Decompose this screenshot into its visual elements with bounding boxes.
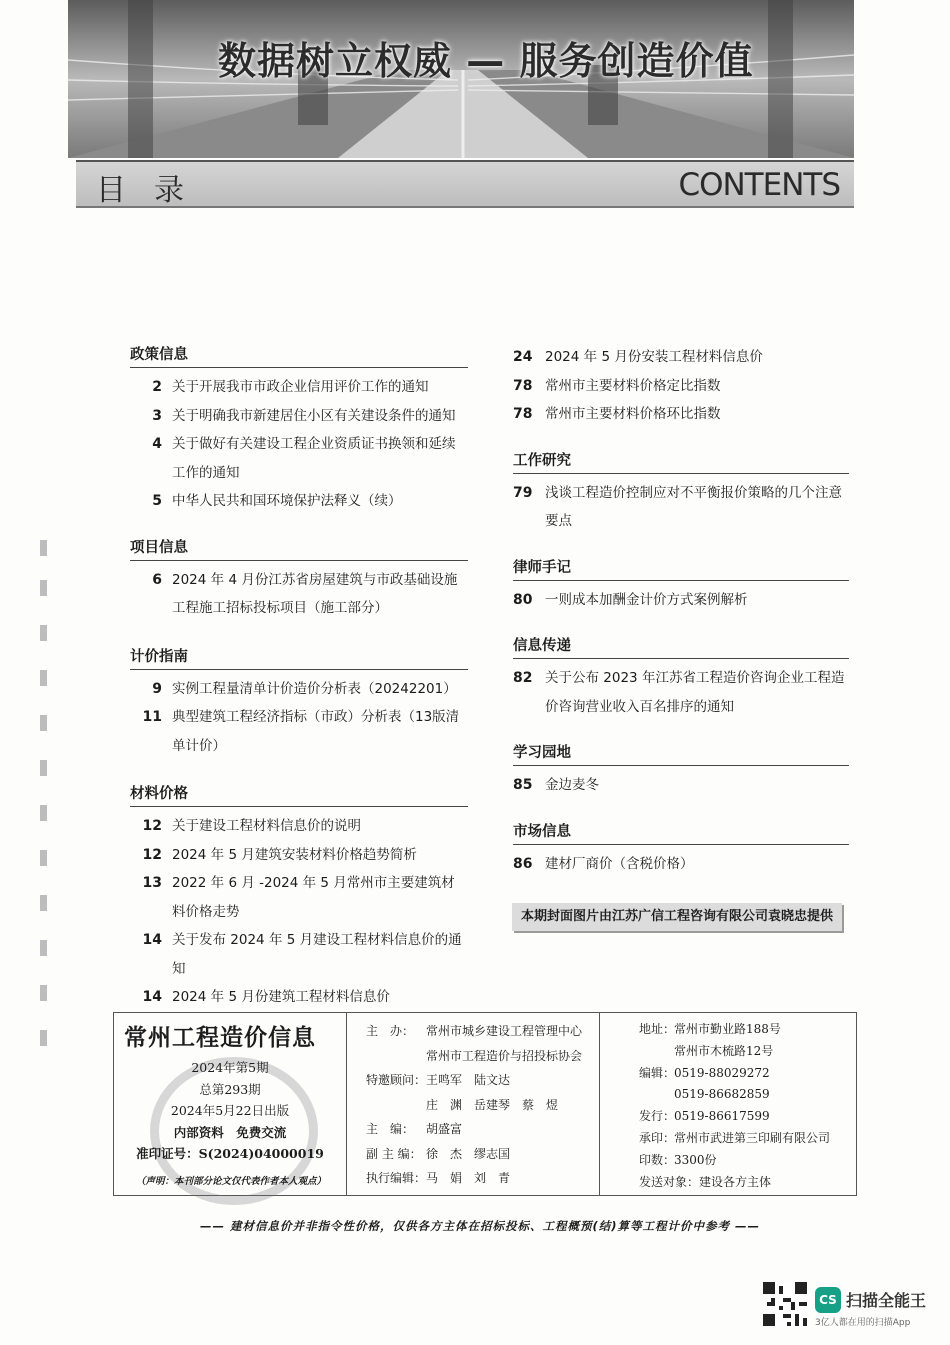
toc-entry[interactable]: [513, 586, 849, 615]
page-number: 2: [152, 379, 162, 395]
permit-number: 准印证号：S(2024)04000019: [136, 1146, 324, 1161]
entry-title: 关于公布 2023 年江苏省工程造价咨询企业工程造价咨询营业收入百名排序的通知: [545, 670, 845, 715]
contact-label: 发行：: [639, 1109, 676, 1124]
entry-title: 建材厂商价（含税价格）: [545, 855, 694, 872]
page-number: 9: [152, 680, 162, 697]
staff-value: 马 娟 刘 青: [426, 1171, 511, 1185]
section-title: 工作研究: [513, 449, 849, 474]
staff-value: 庄 渊 岳建琴 蔡 煜: [426, 1097, 559, 1112]
staff-label: [366, 1044, 426, 1069]
contact-label: 地址：: [639, 1022, 676, 1036]
entry-title: 关于建设工程材料信息价的说明: [172, 818, 361, 834]
toc-entry[interactable]: [513, 771, 849, 800]
entry-title: 常州市主要材料价格环比指数: [545, 406, 721, 422]
toc-entry[interactable]: [513, 343, 849, 372]
cover-banner: [68, 0, 854, 158]
toc-entry[interactable]: [130, 869, 468, 926]
section-title: 政策信息: [130, 343, 468, 368]
toc-section: [130, 782, 468, 1012]
staff-list: [366, 1019, 596, 1191]
divider: [599, 1013, 600, 1195]
section-title: 律师手记: [513, 556, 849, 581]
contact-label: [639, 1041, 674, 1063]
toc-right-column: [513, 343, 849, 878]
toc-entry[interactable]: [130, 487, 468, 516]
toc-entry[interactable]: [130, 841, 468, 870]
page-number: 24: [513, 349, 533, 365]
page-number: 5: [152, 493, 162, 509]
entry-title: 关于开展我市市政企业信用评价工作的通知: [172, 379, 429, 395]
toc-entry[interactable]: [130, 926, 468, 983]
staff-row: [366, 1117, 596, 1142]
staff-label: 执行编辑：: [366, 1171, 427, 1185]
divider: [346, 1013, 347, 1195]
issue-number: 2024年第5期: [191, 1060, 269, 1075]
entry-title: 一则成本加酬金计价方式案例解析: [545, 591, 748, 608]
toc-section: [513, 820, 849, 879]
scan-margin-marks: [40, 540, 54, 1060]
toc-entry[interactable]: [130, 566, 468, 623]
contact-value: 0519-88029272: [674, 1065, 770, 1080]
page-number: 6: [152, 571, 162, 588]
section-title: 项目信息: [130, 536, 468, 561]
toc-entry[interactable]: [130, 402, 468, 431]
staff-row: [366, 1019, 596, 1044]
toc-entry[interactable]: [130, 812, 468, 841]
staff-row: [366, 1093, 596, 1118]
contact-label: 承印：: [639, 1130, 676, 1145]
contact-value: 常州市木梳路12号: [674, 1043, 774, 1058]
page-number: 3: [152, 407, 162, 424]
entry-title: 浅谈工程造价控制应对不平衡报价策略的几个注意要点: [545, 484, 842, 529]
contact-label: 编辑：: [639, 1065, 676, 1080]
entry-title: 金边麦冬: [545, 777, 599, 793]
staff-value: 常州市城乡建设工程管理中心: [426, 1024, 583, 1038]
toc-section: [130, 536, 468, 623]
toc-entry[interactable]: [130, 703, 468, 760]
total-issue: 总第293期: [199, 1081, 261, 1097]
page-number: 12: [142, 818, 162, 834]
contact-list: [639, 1019, 854, 1193]
entry-title: 2022 年 6 月 -2024 年 5 月常州市主要建筑材料价格走势: [172, 875, 455, 920]
contact-row: [639, 1106, 854, 1128]
contact-label: 印数：: [639, 1152, 676, 1167]
entry-title: 中华人民共和国环境保护法释义（续）: [172, 493, 402, 509]
contact-value: 0519-86682859: [674, 1087, 770, 1102]
page-number: 14: [142, 932, 162, 948]
cover-photo-credit: 本期封面图片由江苏广信工程咨询有限公司袁晓忠提供: [512, 903, 842, 931]
toc-section: [513, 741, 849, 800]
page-number: 79: [513, 484, 533, 501]
contact-row: [639, 1128, 854, 1150]
toc-entry[interactable]: [130, 675, 468, 704]
toc-entry[interactable]: [513, 372, 849, 401]
contact-row: [639, 1172, 854, 1194]
page-number: 78: [513, 406, 533, 422]
staff-row: [366, 1142, 596, 1167]
entry-title: 2024 年 5 月建筑安装材料价格趋势简析: [172, 846, 417, 863]
declaration: （声明：本刊部分论文仅代表作者本人观点）: [135, 1176, 326, 1187]
publish-date: 2024年5月22日出版: [170, 1103, 290, 1118]
entry-title: 常州市主要材料价格定比指数: [545, 377, 721, 394]
staff-label: [366, 1093, 426, 1118]
entry-title: 关于明确我市新建居住小区有关建设条件的通知: [172, 407, 456, 424]
magazine-title: 常州工程造价信息: [124, 1025, 316, 1051]
entry-title: 关于做好有关建设工程企业资质证书换领和延续工作的通知: [172, 436, 456, 481]
toc-title-en: CONTENTS: [678, 167, 840, 203]
scanner-app-name: 扫描全能王: [846, 1291, 927, 1310]
contact-value: 3300份: [674, 1152, 717, 1167]
camscanner-logo-icon: CS: [815, 1287, 841, 1313]
toc-entry[interactable]: [130, 373, 468, 402]
contact-label: 发送对象：: [639, 1174, 700, 1189]
staff-value: 徐 杰 缪志国: [426, 1146, 511, 1161]
entry-title: 关于发布 2024 年 5 月建设工程材料信息价的通知: [172, 932, 462, 977]
page-number: 85: [513, 777, 533, 793]
contact-value: 常州市武进第三印刷有限公司: [674, 1130, 831, 1145]
page-number: 80: [513, 591, 533, 608]
toc-section: [513, 634, 849, 721]
price-disclaimer: —— 建材信息价并非指令性价格，仅供各方主体在招标投标、工程概预(结)算等工程计价中参考 ——: [199, 1219, 760, 1233]
toc-entry[interactable]: [513, 664, 849, 721]
toc-entry[interactable]: [130, 983, 468, 1012]
page-number: 12: [142, 846, 162, 863]
staff-value: 常州市工程造价与招投标协会: [426, 1048, 583, 1063]
toc-entry[interactable]: [513, 479, 849, 536]
toc-continued: [513, 343, 849, 429]
section-title: 信息传递: [513, 634, 849, 659]
page-number: 4: [152, 436, 162, 452]
section-title: 市场信息: [513, 820, 849, 845]
contact-value: 0519-86617599: [674, 1109, 770, 1124]
toc-section: [130, 343, 468, 516]
entry-title: 2024 年 5 月份安装工程材料信息价: [545, 349, 763, 365]
section-title: 学习园地: [513, 741, 849, 766]
banner-slogan: 数据树立权威 — 服务创造价值: [218, 39, 754, 83]
qr-code-icon[interactable]: [763, 1282, 807, 1326]
toc-section: [513, 449, 849, 536]
page-number: 14: [142, 989, 162, 1005]
toc-entry[interactable]: [513, 400, 849, 429]
contact-row: [639, 1063, 854, 1085]
page-number: 11: [142, 709, 162, 725]
entry-title: 典型建筑工程经济指标（市政）分析表（13版清单计价）: [172, 709, 460, 754]
entry-title: 实例工程量清单计价造价分析表（20242201）: [172, 680, 457, 697]
page-number: 78: [513, 377, 533, 394]
entry-title: 2024 年 4 月份江苏省房屋建筑与市政基础设施工程施工招标投标项目（施工部分）: [172, 571, 458, 616]
contact-value: 常州市勤业路188号: [674, 1022, 781, 1036]
staff-label: 主 编：: [366, 1122, 415, 1136]
masthead-box: [113, 1012, 857, 1196]
staff-row: [366, 1166, 596, 1191]
contact-row: [639, 1019, 854, 1041]
contact-label: [639, 1084, 674, 1106]
toc-title-cn: 目录: [96, 173, 212, 208]
staff-value: 胡盛富: [426, 1122, 463, 1136]
contact-row: [639, 1150, 854, 1172]
page-number: 13: [142, 875, 162, 891]
contact-value: 建设各方主体: [699, 1174, 772, 1189]
issue-info: [114, 1057, 346, 1165]
page-number: 82: [513, 670, 533, 686]
contact-row: [639, 1084, 854, 1106]
staff-row: [366, 1044, 596, 1069]
staff-value: 王鸣军 陆文达: [426, 1073, 511, 1087]
section-title: 计价指南: [130, 645, 468, 670]
section-title: 材料价格: [130, 782, 468, 807]
toc-header: [76, 160, 854, 208]
toc-entry[interactable]: [513, 850, 849, 879]
toc-section: [513, 556, 849, 615]
page-number: 86: [513, 855, 533, 872]
staff-label: 副 主 编：: [366, 1146, 422, 1161]
scanner-tagline: 3亿人都在用的扫描App: [815, 1318, 911, 1328]
toc-section: [130, 645, 468, 761]
staff-label: 特邀顾问：: [366, 1073, 427, 1087]
toc-entry[interactable]: [130, 430, 468, 487]
contact-row: [639, 1041, 854, 1063]
staff-label: 主 办：: [366, 1024, 415, 1038]
distribution-note: 内部资料 免费交流: [173, 1124, 287, 1140]
entry-title: 2024 年 5 月份建筑工程材料信息价: [172, 989, 390, 1005]
toc-left-column: [130, 343, 468, 1012]
staff-row: [366, 1068, 596, 1093]
